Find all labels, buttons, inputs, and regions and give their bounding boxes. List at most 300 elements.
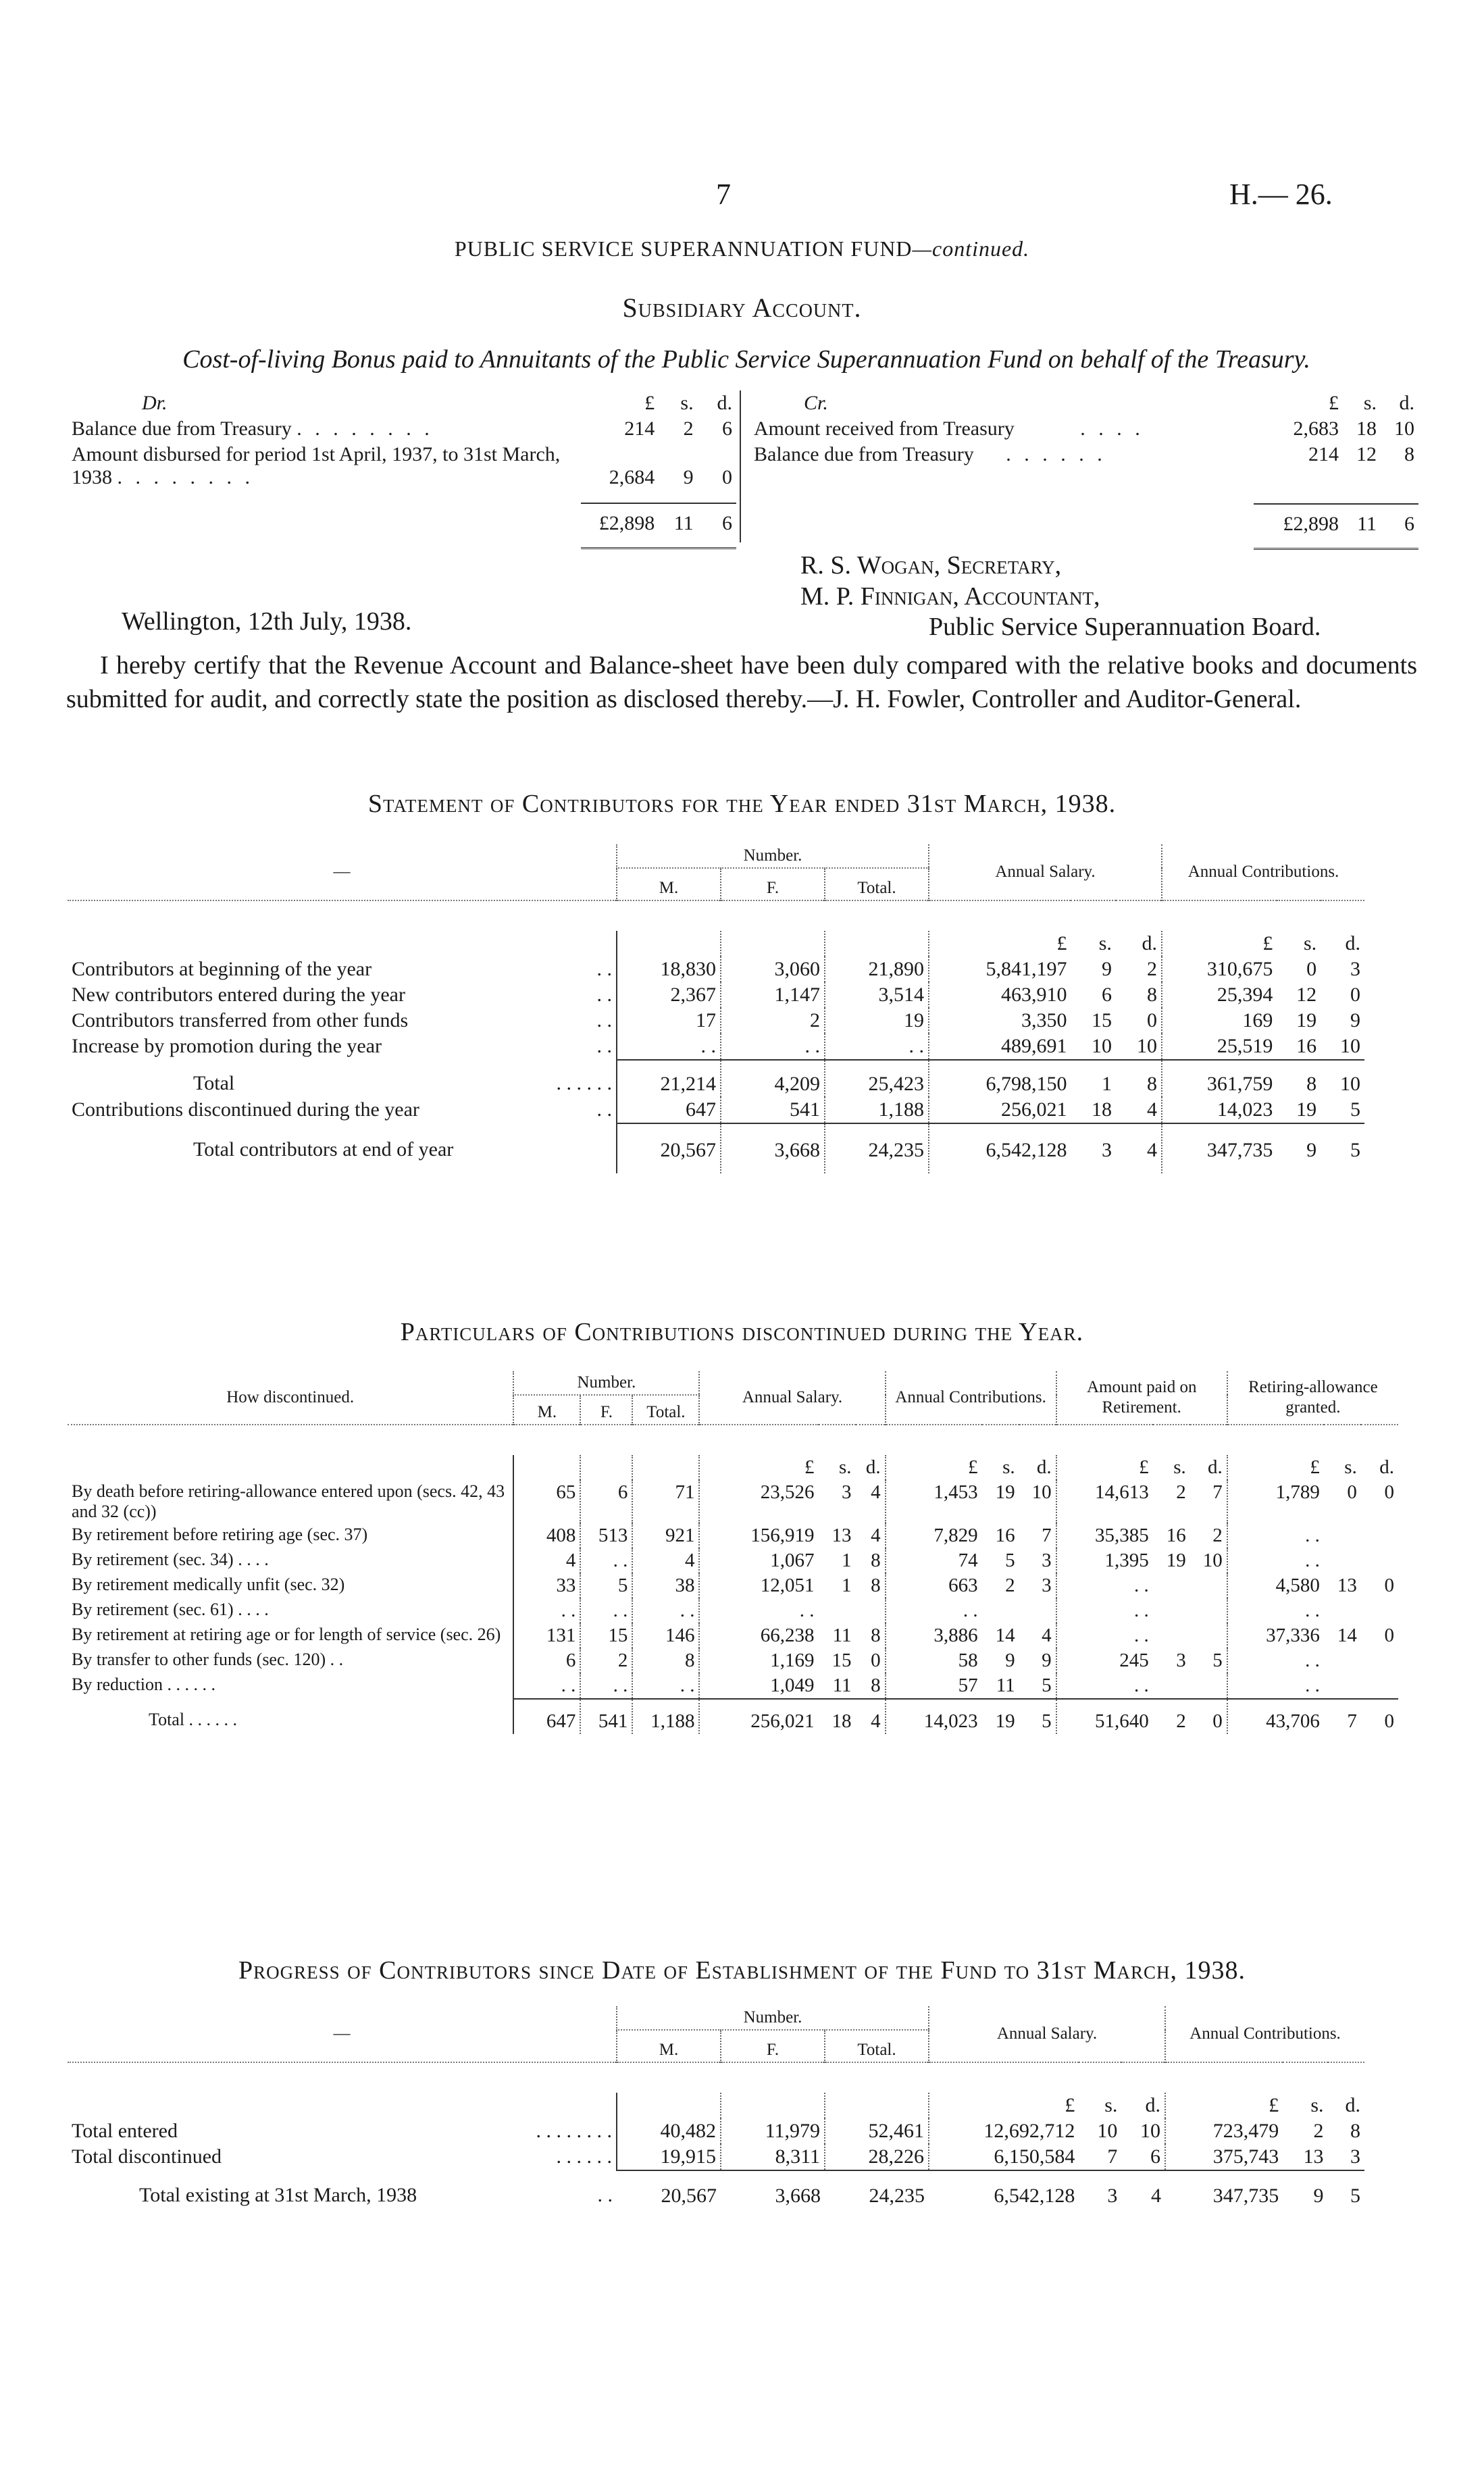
- contrib-shillings: 0: [1306, 958, 1317, 980]
- particulars-row: [68, 1598, 1398, 1623]
- total-value: 52,461: [825, 2118, 929, 2144]
- leader-dots: . .: [596, 1009, 612, 1031]
- total-value: 1,188: [825, 1097, 929, 1123]
- m-value: . .: [513, 1673, 580, 1699]
- m-value: 17: [617, 1008, 721, 1034]
- salary-pounds: 489,691: [929, 1034, 1071, 1060]
- salary-pence: 10: [1140, 2120, 1161, 2142]
- sal-shillings: 1: [842, 1575, 852, 1596]
- m-value: 647: [513, 1699, 580, 1734]
- cr-row-label: Amount received from Treasury: [754, 417, 1015, 440]
- cr-label: Cr.: [804, 392, 828, 414]
- ret-pounds: . .: [1227, 1673, 1324, 1699]
- row-label: By transfer to other funds (sec. 120) . .: [72, 1650, 344, 1669]
- m-value: 647: [617, 1097, 721, 1123]
- cr-row: [750, 416, 1418, 442]
- contrib-shillings: 9: [1277, 1123, 1321, 1173]
- m-value: 65: [513, 1480, 580, 1523]
- row-label: By retirement at retiring age or for length of service (sec. 26): [72, 1625, 501, 1644]
- con-shillings: 5: [1005, 1550, 1015, 1571]
- sal-pence: 0: [871, 1650, 881, 1671]
- amt-shillings: [1153, 1623, 1190, 1648]
- t-value: 38: [632, 1573, 699, 1598]
- dr-pounds: 214: [624, 417, 655, 440]
- salary-shillings: 3: [1071, 1123, 1115, 1173]
- dr-shillings: 9: [683, 466, 694, 488]
- con-pence: 7: [1042, 1525, 1052, 1546]
- con-pence: 10: [1031, 1481, 1052, 1503]
- m-value: 18,830: [617, 957, 721, 982]
- con-pounds: 7,829: [886, 1523, 982, 1548]
- amt-shillings: 2: [1176, 1481, 1186, 1503]
- m-value: 4: [513, 1548, 580, 1573]
- m-value: 2,367: [617, 982, 721, 1008]
- f-header: F.: [580, 1395, 632, 1425]
- particulars-table: [68, 1371, 1398, 1734]
- t-value: . .: [632, 1598, 699, 1623]
- m-value: 408: [513, 1523, 580, 1548]
- running-title-main: PUBLIC SERVICE SUPERANNUATION FUND: [454, 236, 913, 261]
- pence-header: d.: [1145, 2094, 1161, 2116]
- particulars-row: [68, 1573, 1398, 1598]
- contrib-pounds: 361,759: [1162, 1060, 1277, 1097]
- leader-dots: . .: [596, 958, 612, 980]
- number-header: Number.: [617, 844, 929, 868]
- con-pence: 4: [1042, 1625, 1052, 1646]
- sal-shillings: 13: [831, 1525, 852, 1546]
- shilling-header: s.: [839, 1456, 852, 1478]
- t-value: 921: [632, 1523, 699, 1548]
- salary-pence: 4: [1147, 1098, 1157, 1121]
- salary-shillings: 10: [1091, 1035, 1112, 1057]
- f-value: . .: [580, 1548, 632, 1573]
- ret-pounds: . .: [1227, 1648, 1324, 1673]
- amt-pence: [1190, 1573, 1227, 1598]
- m-header: M.: [617, 868, 721, 900]
- con-shillings: 9: [1005, 1650, 1015, 1671]
- ret-shillings: [1324, 1523, 1361, 1548]
- ret-pence: 0: [1384, 1575, 1394, 1596]
- row-label: New contributors entered during the year: [72, 984, 405, 1006]
- board-line: Public Service Superannuation Board.: [929, 613, 1321, 642]
- salary-shillings: 9: [1101, 958, 1112, 980]
- contrib-pence: 0: [1350, 984, 1360, 1006]
- amt-pounds: . .: [1056, 1673, 1153, 1699]
- sal-pounds: 23,526: [699, 1480, 818, 1523]
- contrib-shillings: 8: [1277, 1060, 1321, 1097]
- dr-shilling-header: s.: [680, 392, 694, 414]
- statement-row: [68, 1034, 1364, 1060]
- total-value: 28,226: [825, 2144, 929, 2170]
- sal-shillings: [819, 1598, 856, 1623]
- row-label: Contributors transferred from other funds: [72, 1009, 409, 1031]
- salary-pence: 4: [1116, 1123, 1162, 1173]
- running-title-suffix: —continued.: [912, 236, 1030, 261]
- contrib-pence: 10: [1321, 1060, 1364, 1097]
- subsidiary-subheading: Cost-of-living Bonus paid to Annuitants of the Public Service Superannuation Fund on behalf of the Treasury.: [182, 345, 1310, 374]
- contrib-shillings: 2: [1313, 2120, 1324, 2142]
- f-header: F.: [721, 868, 825, 900]
- total-value: . .: [825, 1034, 929, 1060]
- cr-row-label: Balance due from Treasury: [754, 443, 974, 465]
- ret-pounds: 1,789: [1227, 1480, 1324, 1523]
- cr-section: [750, 390, 1418, 550]
- contrib-pounds: 347,735: [1165, 2170, 1283, 2209]
- cr-pence: 8: [1404, 443, 1414, 465]
- salary-header: Annual Salary.: [929, 844, 1162, 900]
- accountant-line: M. P. Finnigan, Accountant,: [800, 582, 1100, 611]
- shilling-header: s.: [1344, 1456, 1357, 1478]
- row-label: Contributions discontinued during the year: [72, 1098, 419, 1121]
- certification-paragraph: I hereby certify that the Revenue Account and Balance-sheet have been duly compared with the relative books and documents submitted for audit, and correctly state the position as disclosed thereby.—J. H. Fowler, Controller and Auditor-General.: [66, 651, 1417, 714]
- t-value: 71: [632, 1480, 699, 1523]
- particulars-total-row: [68, 1699, 1398, 1734]
- amt-pence: [1190, 1623, 1227, 1648]
- f-value: 6: [580, 1480, 632, 1523]
- con-pounds: 3,886: [886, 1623, 982, 1648]
- dr-cr-divider: [740, 390, 741, 542]
- m-value: . .: [617, 1034, 721, 1060]
- cr-total-row: [750, 504, 1418, 537]
- ret-shillings: 13: [1337, 1575, 1357, 1596]
- sal-pounds: 156,919: [699, 1523, 818, 1548]
- contrib-header: Annual Contributions.: [1162, 844, 1364, 900]
- m-value: 40,482: [617, 2118, 721, 2144]
- sal-shillings: 3: [842, 1481, 852, 1503]
- amt-pence: [1190, 1673, 1227, 1699]
- contrib-pounds: 169: [1162, 1008, 1277, 1034]
- ret-pence: 0: [1384, 1625, 1394, 1646]
- contrib-pence: 8: [1350, 2120, 1360, 2142]
- row-label: By death before retiring-allowance entered upon (secs. 42, 43 and 32 (cc)): [72, 1481, 505, 1521]
- cr-total-pence: 6: [1404, 513, 1414, 535]
- con-pounds: 74: [886, 1548, 982, 1573]
- amount-header: Amount paid on Retirement.: [1056, 1371, 1227, 1425]
- f-value: 5: [580, 1573, 632, 1598]
- subsidiary-heading: Subsidiary Account.: [622, 292, 862, 323]
- sal-pounds: 256,021: [699, 1699, 818, 1734]
- con-shillings: 11: [996, 1675, 1015, 1696]
- f-value: 541: [580, 1699, 632, 1734]
- sal-pounds: 66,238: [699, 1623, 818, 1648]
- dr-pence-header: d.: [717, 392, 732, 414]
- leader-dots: . . . . . . . .: [117, 466, 254, 488]
- sal-pounds: . .: [699, 1598, 818, 1623]
- dr-section: [68, 390, 736, 549]
- salary-shillings: 6: [1101, 984, 1112, 1006]
- cr-shilling-header: s.: [1363, 392, 1377, 414]
- contrib-pounds: 14,023: [1162, 1097, 1277, 1123]
- salary-pounds: 6,150,584: [929, 2144, 1079, 2170]
- f-value: 513: [580, 1523, 632, 1548]
- total-value: 25,423: [825, 1060, 929, 1097]
- amt-pence: 2: [1212, 1525, 1223, 1546]
- sal-pence: 8: [871, 1675, 881, 1696]
- sal-pounds: 1,049: [699, 1673, 818, 1699]
- amt-shillings: 16: [1166, 1525, 1186, 1546]
- amt-pounds: . .: [1056, 1623, 1153, 1648]
- salary-pence: 2: [1147, 958, 1157, 980]
- con-pounds: 58: [886, 1648, 982, 1673]
- pence-header: d.: [1345, 2094, 1360, 2116]
- row-label: Increase by promotion during the year: [72, 1035, 382, 1057]
- con-shillings: [982, 1598, 1019, 1623]
- ret-shillings: 14: [1337, 1625, 1357, 1646]
- shilling-header: s.: [1002, 1456, 1015, 1478]
- sal-shillings: 15: [831, 1650, 852, 1671]
- pound-header: £: [929, 931, 1071, 957]
- con-shillings: 16: [995, 1525, 1015, 1546]
- con-pence: 5: [1042, 1675, 1052, 1696]
- sal-shillings: 1: [842, 1550, 852, 1571]
- con-pounds: 1,453: [886, 1480, 982, 1523]
- ret-pounds: . .: [1227, 1548, 1324, 1573]
- f-value: 541: [721, 1097, 825, 1123]
- dr-pound-header: £: [644, 392, 655, 414]
- m-header: M.: [513, 1395, 580, 1425]
- dr-total-row: [68, 503, 736, 536]
- m-header: M.: [617, 2030, 721, 2062]
- total-value: 19: [825, 1008, 929, 1034]
- pence-header: d.: [1345, 932, 1360, 954]
- con-pence: 3: [1042, 1575, 1052, 1596]
- dr-row: [68, 442, 736, 490]
- leader-dots: . .: [596, 1035, 612, 1057]
- cr-total-pounds: £2,898: [1283, 513, 1339, 535]
- dr-pounds: 2,684: [609, 466, 655, 488]
- salary-shillings: 7: [1107, 2145, 1118, 2168]
- sal-pence: [856, 1598, 886, 1623]
- amt-pounds: 245: [1056, 1648, 1153, 1673]
- con-pounds: 14,023: [886, 1699, 982, 1734]
- leader-dots: . .: [597, 2184, 613, 2206]
- contrib-shillings: 16: [1296, 1035, 1317, 1057]
- pound-header: £: [1056, 1455, 1153, 1480]
- particulars-title: Particulars of Contributions discontinued during the Year.: [400, 1318, 1084, 1346]
- leader-dots: . . . . . .: [1006, 443, 1106, 465]
- sal-pence: 4: [856, 1699, 886, 1734]
- contrib-pence: 5: [1321, 1123, 1364, 1173]
- running-title: [0, 236, 1484, 261]
- leader-dots: . . . . . . . .: [536, 2120, 612, 2142]
- contrib-pounds: 375,743: [1165, 2144, 1283, 2170]
- contrib-pence: 10: [1340, 1035, 1360, 1057]
- salary-pounds: 6,542,128: [929, 1123, 1071, 1173]
- dr-total-shillings: 11: [673, 512, 694, 534]
- contrib-shillings: 13: [1303, 2145, 1324, 2168]
- particulars-row: [68, 1648, 1398, 1673]
- cr-total-shillings: 11: [1357, 513, 1377, 535]
- cr-pence: 10: [1394, 417, 1414, 440]
- salary-pence: 8: [1116, 1060, 1162, 1097]
- m-value: 19,915: [617, 2144, 721, 2170]
- secretary-line: R. S. Wogan, Secretary,: [800, 551, 1062, 580]
- cr-pounds: 2,683: [1293, 417, 1339, 440]
- salary-pounds: 3,350: [929, 1008, 1071, 1034]
- cr-shillings: 18: [1356, 417, 1377, 440]
- salary-pounds: 5,841,197: [929, 957, 1071, 982]
- dr-pence: 6: [722, 417, 732, 440]
- ret-pounds: . .: [1227, 1598, 1324, 1623]
- salary-shillings: 3: [1079, 2170, 1121, 2209]
- f-value: 3,668: [721, 1123, 825, 1173]
- particulars-row: [68, 1548, 1398, 1573]
- pence-header: d.: [1379, 1456, 1394, 1478]
- statement-total-row: [68, 1060, 1364, 1097]
- con-shillings: 14: [995, 1625, 1015, 1646]
- total-value: 24,235: [825, 2170, 929, 2209]
- shilling-header: s.: [1303, 932, 1317, 954]
- row-label: By retirement before retiring age (sec. 37): [72, 1525, 368, 1544]
- amt-pounds: . .: [1056, 1598, 1153, 1623]
- f-header: F.: [721, 2030, 825, 2062]
- pound-header: £: [1165, 2093, 1283, 2118]
- contrib-pence: 5: [1328, 2170, 1364, 2209]
- f-value: 1,147: [721, 982, 825, 1008]
- pound-header: £: [699, 1455, 818, 1480]
- statement-table: [68, 844, 1364, 1173]
- contrib-header: Annual Contributions.: [886, 1371, 1056, 1425]
- m-value: 131: [513, 1623, 580, 1648]
- pence-header: d.: [1142, 932, 1157, 954]
- ret-pence: [1361, 1673, 1398, 1699]
- con-pounds: 57: [886, 1673, 982, 1699]
- salary-pounds: 12,692,712: [929, 2118, 1079, 2144]
- total-value: 24,235: [825, 1123, 929, 1173]
- ret-pence: 0: [1361, 1699, 1398, 1734]
- contrib-pence: 3: [1350, 958, 1360, 980]
- amt-shillings: 19: [1166, 1550, 1186, 1571]
- m-value: 20,567: [617, 1123, 721, 1173]
- con-pence: [1019, 1598, 1056, 1623]
- sal-shillings: 11: [832, 1675, 852, 1696]
- contrib-pounds: 347,735: [1162, 1123, 1277, 1173]
- dr-label: Dr.: [142, 392, 168, 414]
- shilling-header: s.: [1173, 1456, 1186, 1478]
- particulars-row: [68, 1523, 1398, 1548]
- t-value: . .: [632, 1673, 699, 1699]
- statement-row: [68, 957, 1364, 982]
- con-pounds: 663: [886, 1573, 982, 1598]
- statement-title: Statement of Contributors for the Year ended 31st March, 1938.: [367, 790, 1117, 818]
- salary-pence: 0: [1147, 1009, 1157, 1031]
- salary-pounds: 463,910: [929, 982, 1071, 1008]
- leader-dots: . . . . . .: [556, 1072, 612, 1094]
- dr-total-pence: 6: [722, 512, 732, 534]
- con-shillings: 19: [995, 1481, 1015, 1503]
- con-pounds: . .: [886, 1598, 982, 1623]
- row-label: By retirement (sec. 61) . . . .: [72, 1600, 269, 1619]
- ret-pounds: . .: [1227, 1523, 1324, 1548]
- con-shillings: 2: [1005, 1575, 1015, 1596]
- row-label: Total discontinued: [72, 2145, 222, 2168]
- f-value: 3,668: [721, 2170, 825, 2209]
- f-value: 8,311: [721, 2144, 825, 2170]
- t-value: 4: [632, 1548, 699, 1573]
- f-value: 15: [580, 1623, 632, 1648]
- progress-title: Progress of Contributors since Date of Establishment of the Fund to 31st March, 1938.: [238, 1956, 1246, 1985]
- signature-block: [800, 551, 1321, 643]
- ret-pence: [1361, 1598, 1398, 1623]
- ret-shillings: 7: [1324, 1699, 1361, 1734]
- ret-pounds: 43,706: [1227, 1699, 1324, 1734]
- amt-pounds: 35,385: [1056, 1523, 1153, 1548]
- progress-total-row: [68, 2170, 1364, 2209]
- contrib-pence: 9: [1350, 1009, 1360, 1031]
- amt-shillings: [1153, 1573, 1190, 1598]
- number-header: Number.: [513, 1371, 699, 1395]
- row-label: By retirement (sec. 34) . . . .: [72, 1550, 269, 1569]
- leader-dots: . .: [596, 984, 612, 1006]
- amt-pounds: 14,613: [1056, 1480, 1153, 1523]
- salary-pence: 8: [1147, 984, 1157, 1006]
- shilling-header: s.: [1310, 2094, 1324, 2116]
- sal-pounds: 12,051: [699, 1573, 818, 1598]
- retiring-header: Retiring-allowance granted.: [1227, 1371, 1398, 1425]
- f-value: 2: [580, 1648, 632, 1673]
- row-label: Contributors at beginning of the year: [72, 958, 372, 980]
- contrib-pence: 3: [1350, 2145, 1360, 2168]
- f-value: . .: [580, 1673, 632, 1699]
- contrib-shillings: 19: [1296, 1009, 1317, 1031]
- m-value: 6: [513, 1648, 580, 1673]
- salary-shillings: 1: [1071, 1060, 1115, 1097]
- row-label: By retirement medically unfit (sec. 32): [72, 1575, 345, 1594]
- cr-row: [750, 442, 1418, 467]
- con-shillings: 19: [982, 1699, 1019, 1734]
- sal-pence: 8: [871, 1550, 881, 1571]
- f-value: 3,060: [721, 957, 825, 982]
- progress-row: [68, 2118, 1364, 2144]
- salary-pence: 4: [1121, 2170, 1165, 2209]
- ret-pounds: 4,580: [1227, 1573, 1324, 1598]
- statement-dash: —: [333, 863, 351, 881]
- amt-pence: 5: [1212, 1650, 1223, 1671]
- amt-pence: 0: [1190, 1699, 1227, 1734]
- ret-pence: [1361, 1548, 1398, 1573]
- row-label: Total: [193, 1072, 235, 1094]
- amt-pounds: 1,395: [1056, 1548, 1153, 1573]
- cr-shillings: 12: [1356, 443, 1377, 465]
- con-pence: 5: [1019, 1699, 1056, 1734]
- contrib-pounds: 723,479: [1165, 2118, 1283, 2144]
- amt-shillings: 3: [1176, 1650, 1186, 1671]
- sal-shillings: 18: [819, 1699, 856, 1734]
- contrib-pounds: 310,675: [1162, 957, 1277, 982]
- con-pence: 3: [1042, 1550, 1052, 1571]
- total-value: 21,890: [825, 957, 929, 982]
- f-value: 4,209: [721, 1060, 825, 1097]
- ret-shillings: [1324, 1648, 1361, 1673]
- salary-pounds: 6,798,150: [929, 1060, 1071, 1097]
- f-value: . .: [721, 1034, 825, 1060]
- sal-shillings: 11: [832, 1625, 852, 1646]
- amt-pence: 10: [1202, 1550, 1223, 1571]
- total-header: Total.: [825, 868, 929, 900]
- row-label: Total . . . . . .: [149, 1710, 238, 1729]
- shilling-header: s.: [1098, 932, 1112, 954]
- sal-pounds: 1,067: [699, 1548, 818, 1573]
- salary-header: Annual Salary.: [699, 1371, 885, 1425]
- contrib-shillings: 19: [1296, 1098, 1317, 1121]
- ret-pounds: 37,336: [1227, 1623, 1324, 1648]
- total-header: Total.: [632, 1395, 699, 1425]
- f-value: 11,979: [721, 2118, 825, 2144]
- contrib-pence: 5: [1350, 1098, 1360, 1121]
- amt-pence: 7: [1212, 1481, 1223, 1503]
- leader-dots: . .: [596, 1098, 612, 1121]
- page-number: 7: [716, 178, 731, 211]
